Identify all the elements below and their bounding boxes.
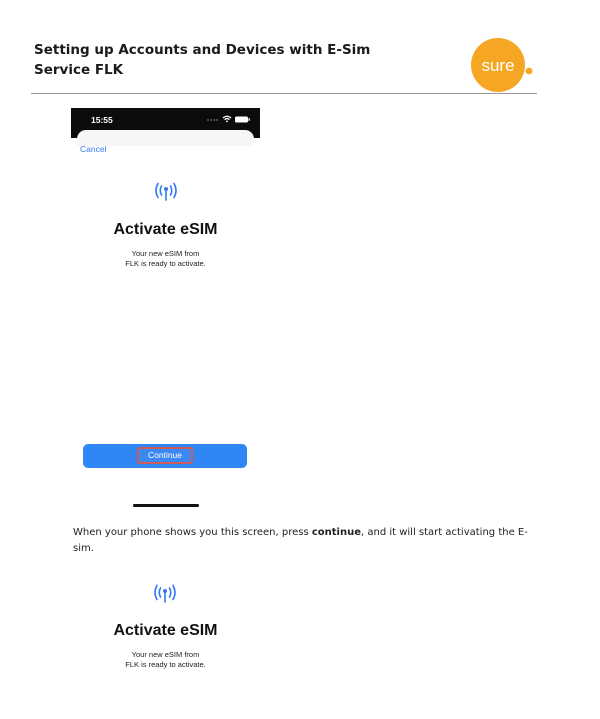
instruction-bold: continue (311, 527, 361, 538)
logo-dot-icon (526, 68, 533, 75)
continue-button-label[interactable]: Continue (137, 447, 193, 464)
second-screenshot (80, 576, 251, 686)
phone-screenshot (71, 108, 260, 520)
wifi-icon (223, 116, 231, 122)
second-description-line1: Your new eSIM from (131, 650, 200, 659)
status-time: 15:55 (91, 115, 113, 125)
description-line1: Your new eSIM from (131, 249, 200, 258)
document-title-line1: Setting up Accounts and Devices with E-Sim (34, 42, 371, 58)
instruction-before: When your phone shows you this screen, press (73, 527, 312, 538)
document-title-line2: Service FLK (34, 62, 124, 78)
second-activate-esim-title: Activate eSIM (113, 622, 218, 639)
second-activate-esim-description (80, 650, 251, 670)
description-line2: FLK is ready to activate. (125, 259, 206, 268)
instruction-text (73, 525, 533, 557)
signal-dots-icon (207, 119, 218, 121)
antenna-icon (152, 582, 178, 604)
cancel-link[interactable]: Cancel (80, 144, 107, 154)
activate-esim-description (71, 249, 260, 269)
sure-logo (470, 36, 536, 94)
second-description-line2: FLK is ready to activate. (125, 660, 206, 669)
status-icons (194, 114, 254, 124)
home-indicator (133, 504, 199, 507)
document-title (34, 40, 374, 80)
activate-esim-title: Activate eSIM (113, 221, 218, 238)
instruction-after: , and it will start activating the E-sim. (73, 527, 528, 554)
antenna-icon (153, 180, 179, 202)
header-divider (31, 93, 537, 94)
logo-text: sure (481, 56, 515, 75)
battery-icon (235, 117, 250, 123)
